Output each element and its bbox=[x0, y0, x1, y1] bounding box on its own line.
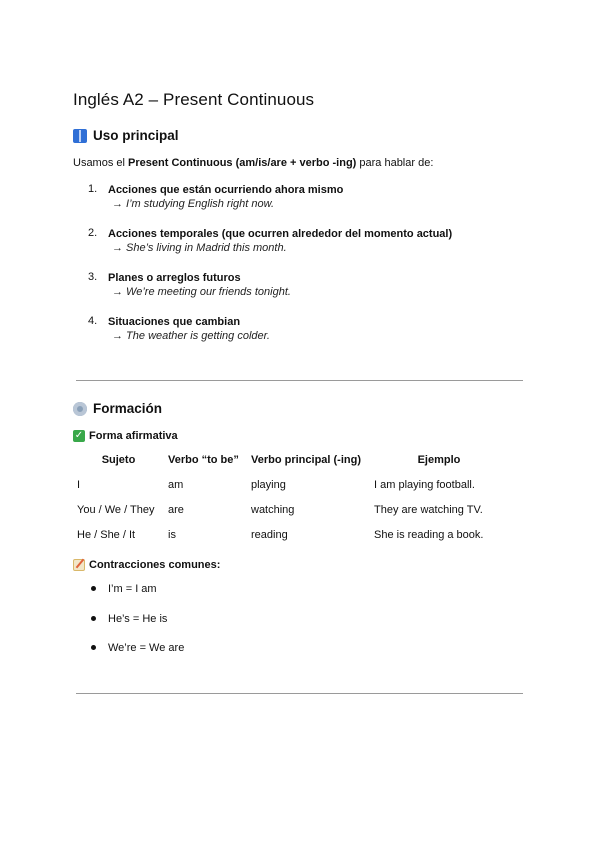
table-cell: playing bbox=[251, 478, 286, 491]
section-divider bbox=[76, 380, 523, 381]
column-header: Verbo “to be” bbox=[168, 453, 239, 466]
table-cell: reading bbox=[251, 528, 288, 541]
afirmativa-label: Forma afirmativa bbox=[89, 430, 178, 442]
uso-intro bbox=[73, 157, 433, 169]
blue-book-icon bbox=[73, 129, 87, 143]
use-example: → We’re meeting our friends tonight. bbox=[112, 286, 291, 298]
table-cell: watching bbox=[251, 503, 295, 516]
afirmativa-heading bbox=[73, 430, 178, 442]
use-example: → I’m studying English right now. bbox=[112, 198, 275, 210]
intro-prefix: Usamos el bbox=[73, 157, 129, 169]
list-number: 4. bbox=[88, 315, 98, 327]
table-cell: I am playing football. bbox=[374, 478, 475, 491]
contracciones-heading bbox=[73, 559, 220, 571]
table-row bbox=[73, 472, 508, 497]
table-cell: am bbox=[168, 478, 184, 491]
table-cell: I bbox=[77, 478, 81, 491]
conjugation-table bbox=[73, 447, 508, 547]
use-title: Situaciones que cambian bbox=[108, 316, 241, 328]
check-mark-icon: ✓ bbox=[74, 430, 84, 441]
use-title: Acciones temporales (que ocurren alrededor del momento actual) bbox=[108, 228, 453, 240]
use-title: Planes o arreglos futuros bbox=[108, 272, 241, 284]
contracciones-label: Contracciones comunes: bbox=[89, 559, 221, 571]
list-number: 1. bbox=[88, 183, 98, 195]
list-item: We’re = We are bbox=[88, 641, 184, 671]
gear-icon bbox=[73, 402, 87, 416]
list-number: 2. bbox=[88, 227, 98, 239]
use-title: Acciones que están ocurriendo ahora mismo bbox=[108, 184, 344, 196]
table-row bbox=[73, 497, 508, 522]
formacion-heading bbox=[73, 401, 162, 416]
formacion-heading-text: Formación bbox=[93, 401, 163, 416]
table-row bbox=[73, 522, 508, 547]
table-cell: You / We / They bbox=[77, 503, 155, 516]
section-divider bbox=[76, 693, 523, 694]
list-item: He’s = He is bbox=[88, 612, 184, 642]
table-cell: They are watching TV. bbox=[374, 503, 483, 516]
list-number: 3. bbox=[88, 271, 98, 283]
list-item: I’m = I am bbox=[88, 582, 184, 612]
list-item bbox=[88, 227, 452, 271]
contracciones-list bbox=[88, 582, 184, 671]
list-item bbox=[88, 183, 452, 227]
column-header: Sujeto bbox=[101, 453, 136, 466]
intro-bold: Present Continuous (am/is/are + verbo -ing) bbox=[128, 157, 357, 169]
table-cell: She is reading a book. bbox=[374, 528, 484, 541]
uso-list bbox=[88, 183, 452, 359]
uso-heading bbox=[73, 128, 179, 143]
column-header: Verbo principal (-ing) bbox=[251, 453, 362, 466]
intro-suffix: para hablar de: bbox=[356, 157, 434, 169]
table-header-row bbox=[73, 447, 508, 472]
use-example: → She’s living in Madrid this month. bbox=[112, 242, 287, 254]
page-title: Inglés A2 – Present Continuous bbox=[73, 90, 315, 109]
list-item bbox=[88, 315, 452, 359]
column-header: Ejemplo bbox=[417, 453, 461, 466]
table-cell: is bbox=[168, 528, 176, 541]
table-cell: He / She / It bbox=[77, 528, 136, 541]
table-cell: are bbox=[168, 503, 184, 516]
list-item bbox=[88, 271, 452, 315]
use-example: → The weather is getting colder. bbox=[112, 330, 270, 342]
memo-icon bbox=[73, 559, 85, 571]
uso-heading-text: Uso principal bbox=[93, 128, 179, 143]
